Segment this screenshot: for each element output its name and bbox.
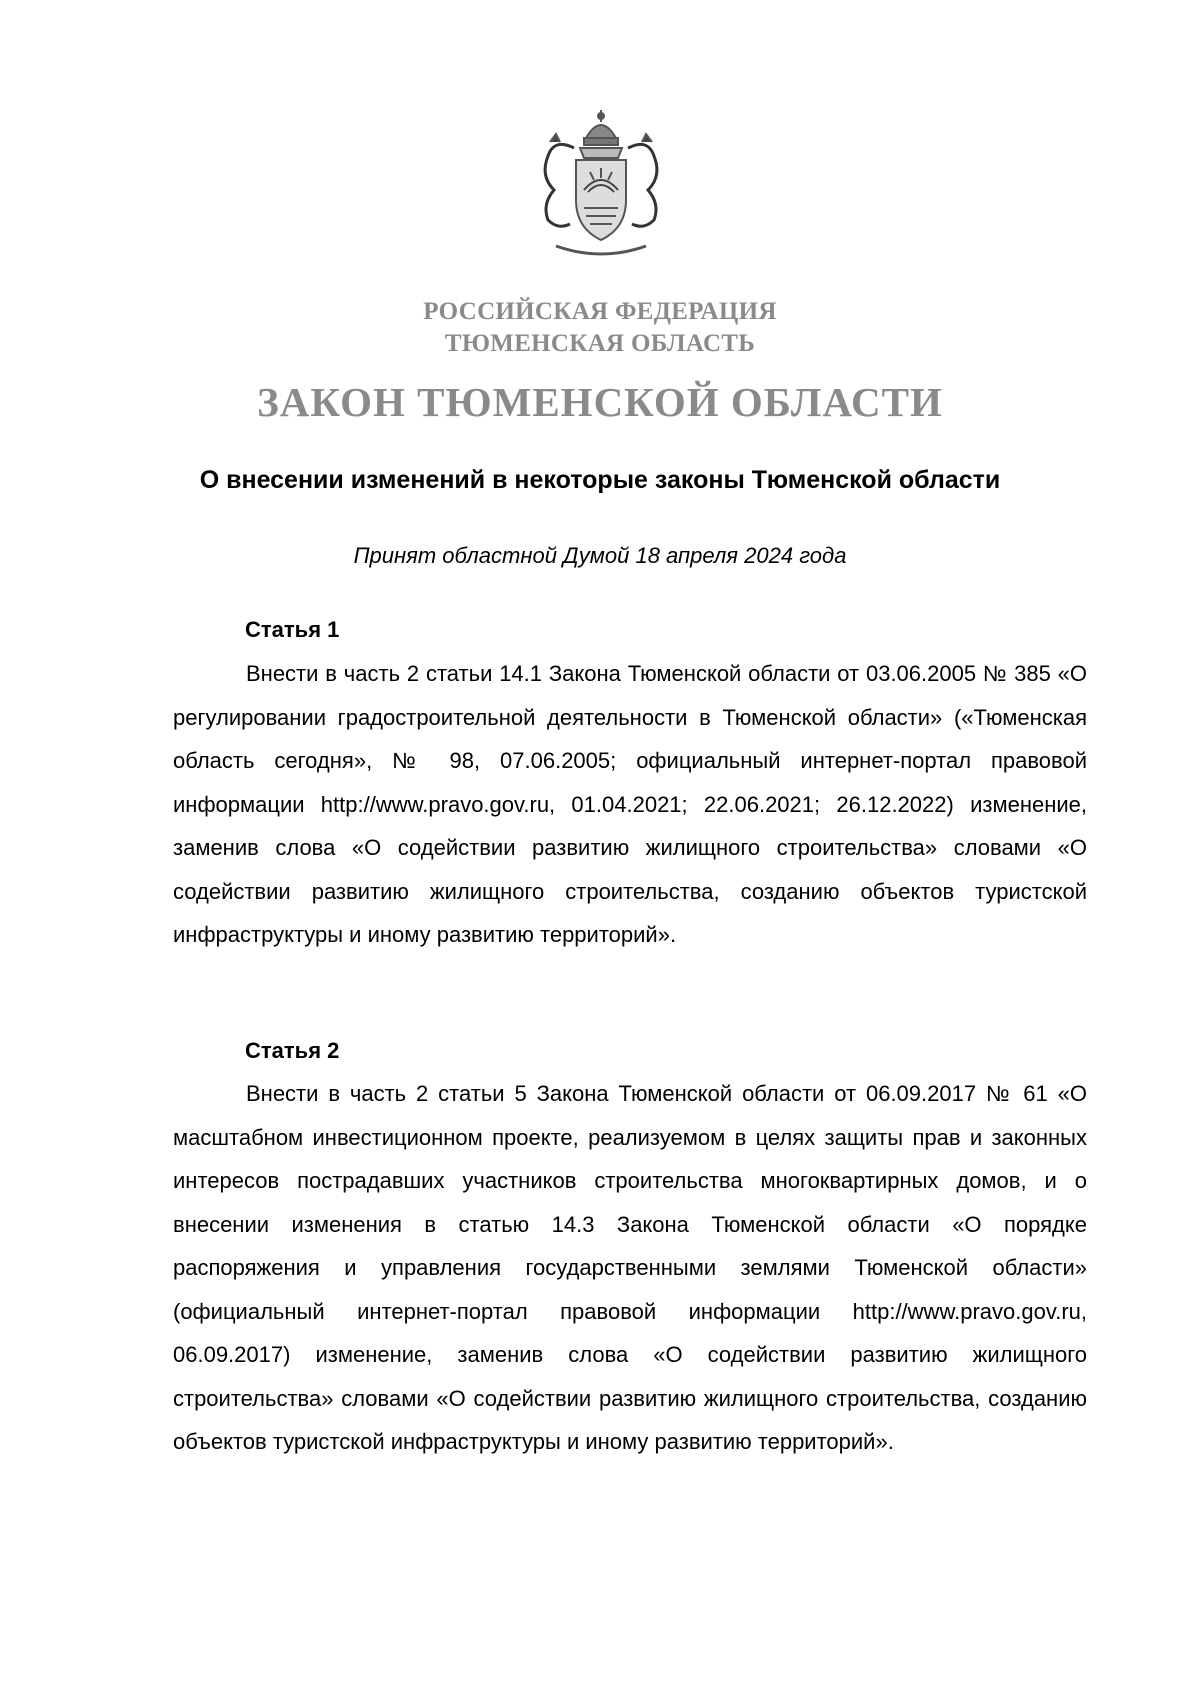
region-name: ТЮМЕНСКАЯ ОБЛАСТЬ — [444, 330, 756, 357]
article-1-heading: Статья 1 — [245, 617, 340, 642]
article-2-heading: Статья 2 — [245, 1038, 340, 1063]
law-type-heading: ЗАКОН ТЮМЕНСКОЙ ОБЛАСТИ — [257, 379, 943, 425]
adoption-note: Принят областной Думой 18 апреля 2024 года — [353, 543, 847, 568]
document-title: О внесении изменений в некоторые законы Тюменской области — [199, 466, 1001, 494]
article-1-text: Внести в часть 2 статьи 14.1 Закона Тюменской области от 03.06.2005 № 385 «О регулировании градостроительной деятельности в Тюменской области» («Тюменская область сегодня», № 98, 07.06.2005; официальный интернет-портал правовой информации http://www.pravo.gov.ru, 01.04.2021; 22.06.2021; 26.12.2022) изменение, заменив слова «О содействии развитию жилищного строительства» словами «О содействии развитию жилищного строительства, созданию объектов туристской инфраструктуры и иному развитию территорий». — [173, 661, 1087, 947]
article-2-text: Внести в часть 2 статьи 5 Закона Тюменской области от 06.09.2017 № 61 «О масштабном инвестиционном проекте, реализуемом в целях защиты прав и законных интересов пострадавших участников строительства многоквартирных домов, и о внесении изменения в статью 14.3 Закона Тюменской области «О порядке распоряжения и управления государственными землями Тюменской области» (официальный интернет-портал правовой информации http://www.pravo.gov.ru, 06.09.2017) изменение, заменив слова «О содействии развитию жилищного строительства» словами «О содействии развитию жилищного строительства, созданию объектов туристской инфраструктуры и иному развитию территорий». — [173, 1081, 1087, 1454]
coat-of-arms-icon — [536, 108, 666, 260]
country-name: РОССИЙСКАЯ ФЕДЕРАЦИЯ — [423, 298, 777, 325]
